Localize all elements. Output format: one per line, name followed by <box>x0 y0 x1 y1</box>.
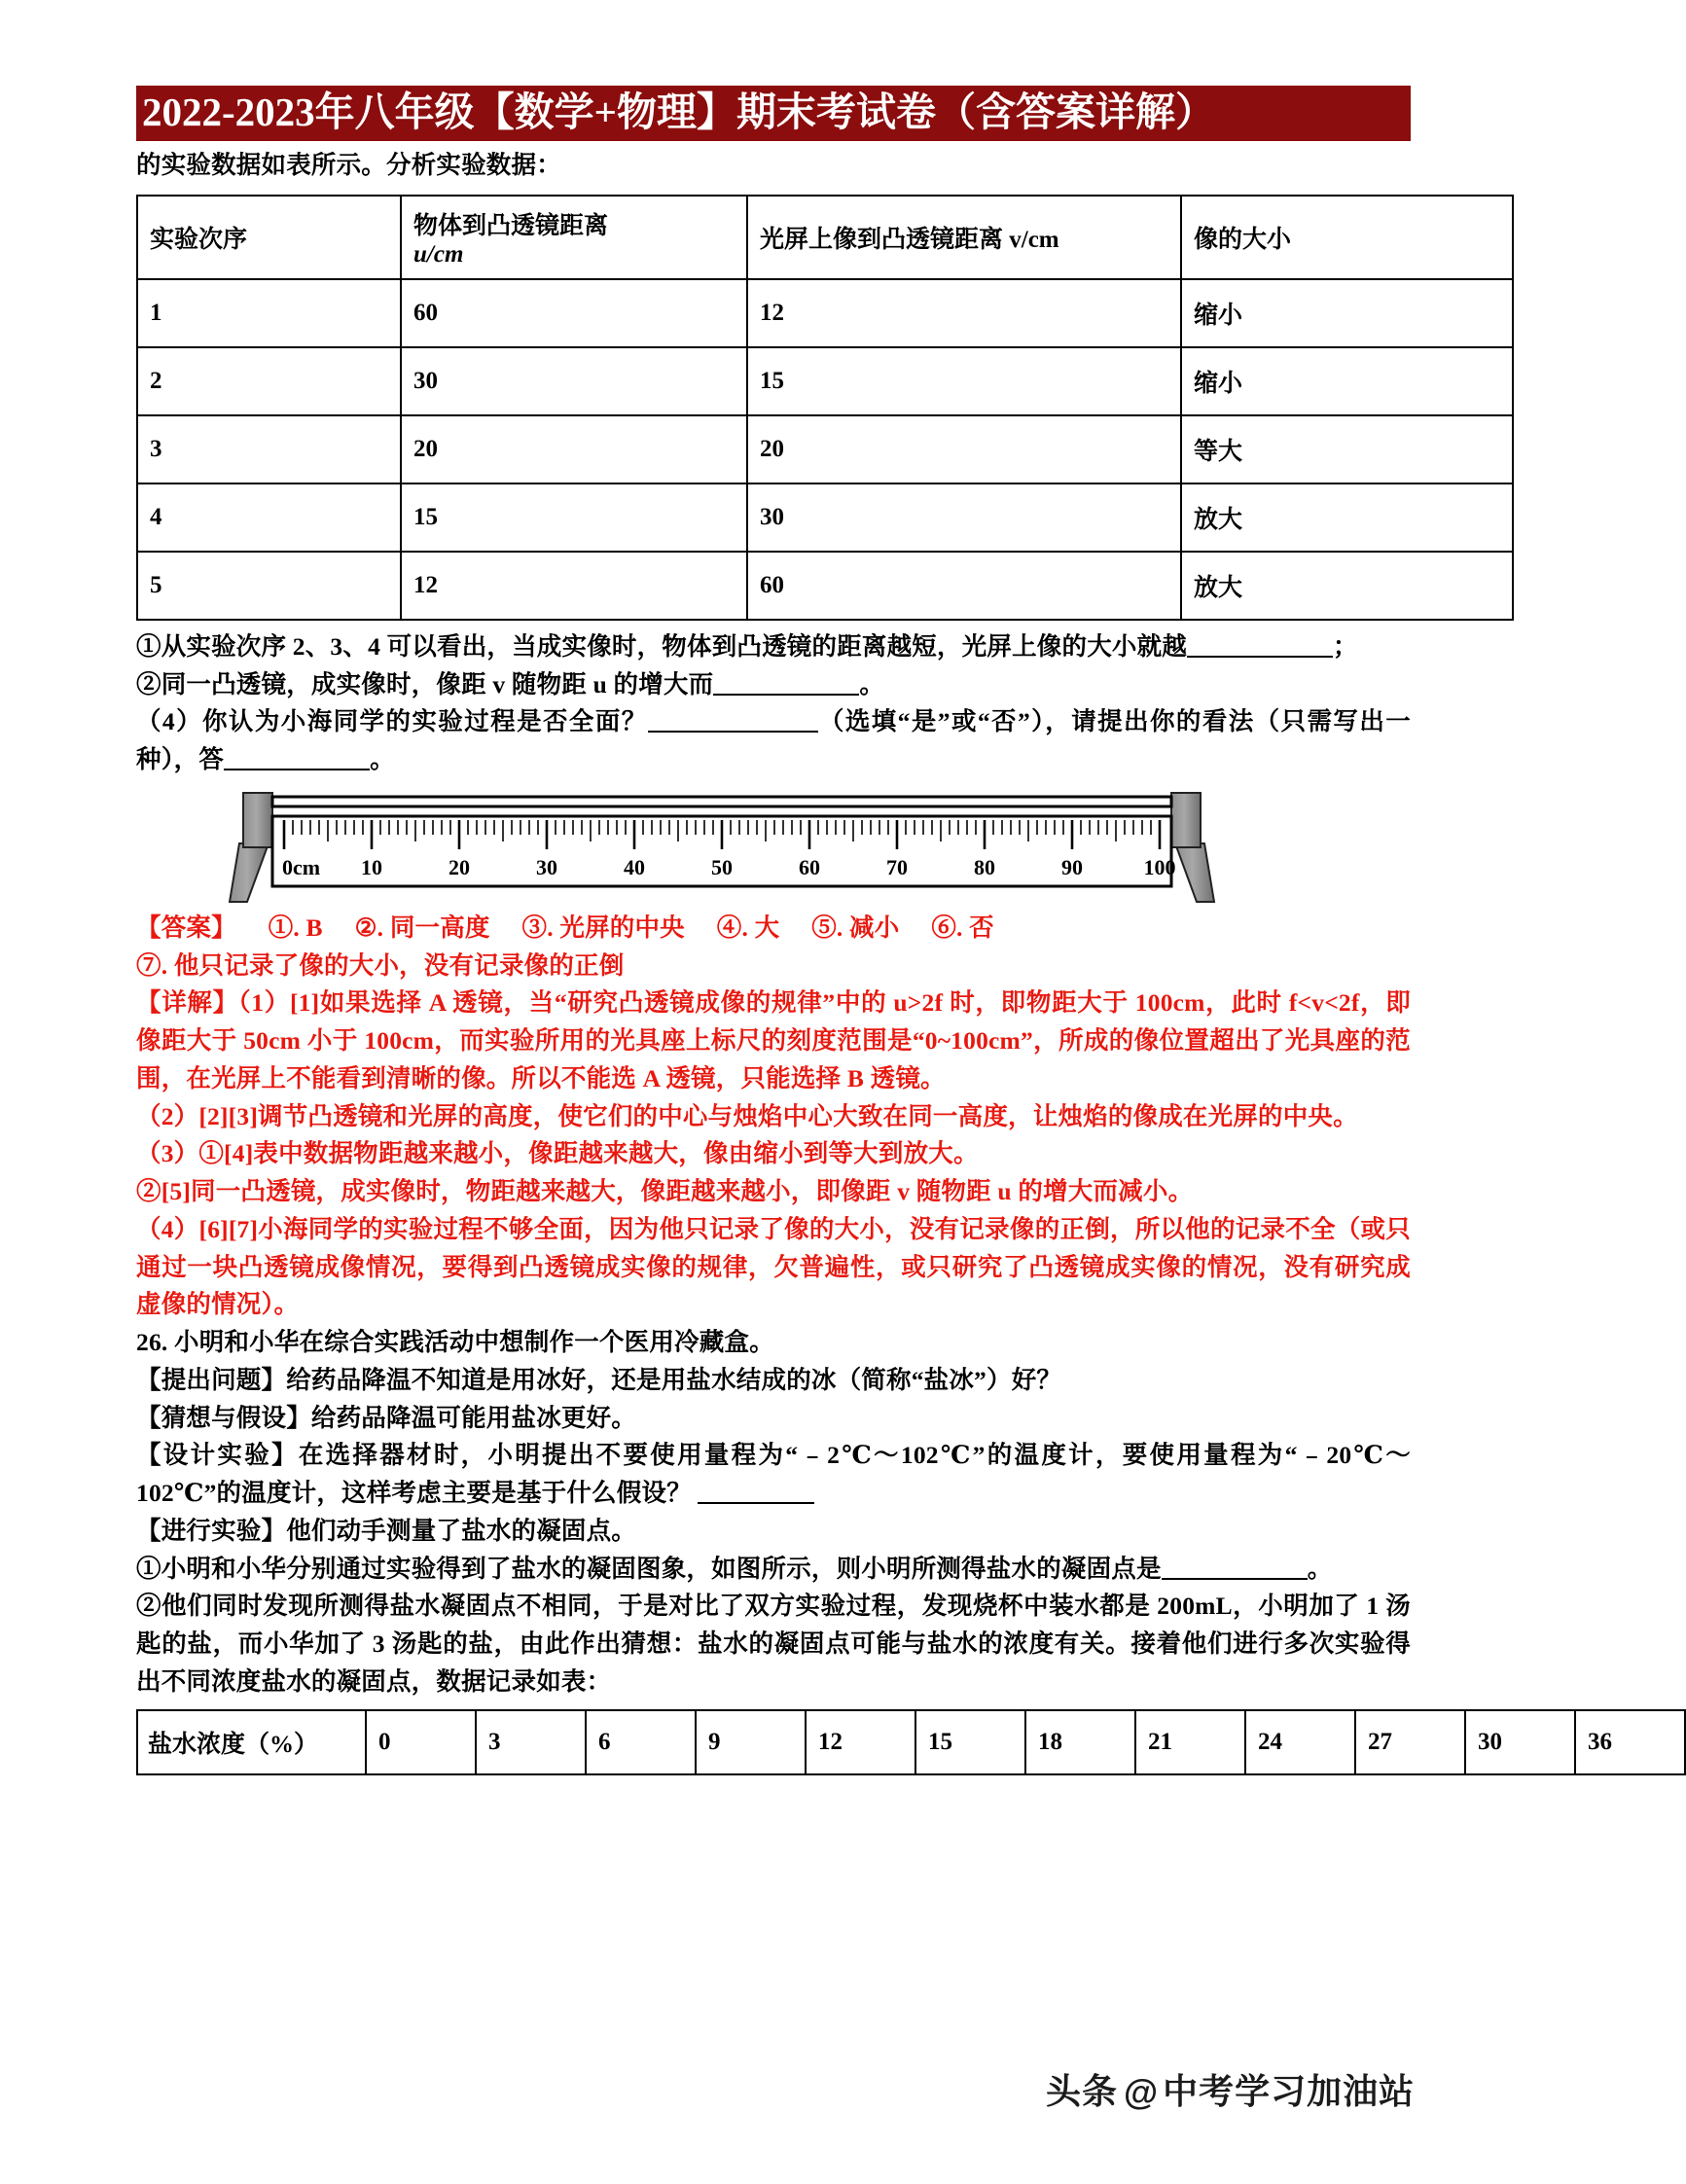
svg-text:30: 30 <box>536 854 557 879</box>
answer-blank[interactable] <box>224 769 370 770</box>
salt-value-cell: 36 <box>1575 1710 1685 1774</box>
answer-item-4: ④. 大 <box>716 913 780 942</box>
watermark-account: 中考学习加油站 <box>1163 2071 1416 2111</box>
answer-item-7: ⑦. 他只记录了像的大小，没有记录像的正倒 <box>136 950 625 980</box>
answer-blank[interactable] <box>1187 656 1333 658</box>
answer-blank[interactable] <box>648 731 818 733</box>
salt-value-cell: 3 <box>476 1710 586 1774</box>
bench-left-clamp <box>243 793 272 847</box>
cell-experiment-no: 3 <box>137 415 401 483</box>
sub-question-4-text-a: （4）你认为小海同学的实验过程是否全面？ <box>136 707 648 736</box>
intro-line: 的实验数据如表所示。分析实验数据： <box>136 151 561 180</box>
sub-question-2-text: ②同一凸透镜，成实像时，像距 v 随物距 u 的增大而 <box>136 669 714 698</box>
sub-question-4 <box>136 703 1411 779</box>
watermark <box>1046 2064 1415 2114</box>
cell-object-distance: 20 <box>401 415 747 483</box>
cell-image-distance: 30 <box>747 483 1181 552</box>
cell-experiment-no: 4 <box>137 483 401 552</box>
sub-question-4-tail: 。 <box>370 745 395 774</box>
cell-image-distance: 20 <box>747 415 1181 483</box>
cell-image-distance: 12 <box>747 279 1181 347</box>
salt-value-cell: 30 <box>1465 1710 1575 1774</box>
cell-image-size: 缩小 <box>1181 279 1513 347</box>
cell-experiment-no: 1 <box>137 279 401 347</box>
salt-value-cell: 12 <box>806 1710 915 1774</box>
answer-item-2: ②. 同一高度 <box>354 913 490 942</box>
svg-text:100: 100 <box>1143 854 1176 879</box>
cell-experiment-no: 2 <box>137 347 401 415</box>
salt-value-cell: 27 <box>1355 1710 1465 1774</box>
sub-question-1 <box>136 628 1411 666</box>
cell-image-size: 等大 <box>1181 415 1513 483</box>
salt-value-cell: 18 <box>1025 1710 1135 1774</box>
sub-question-4-text-b: （选填“是”或“否”），请提出你的看法（只需写出一种），答 <box>136 707 1411 774</box>
question-26-stem: 26. 小明和小华在综合实践活动中想制作一个医用冷藏盒。 <box>136 1328 774 1357</box>
sub-question-2 <box>136 666 1411 704</box>
explanation-paragraph-2: （2）[2][3]调节凸透镜和光屏的高度，使它们的中心与烛焰中心大致在同一高度，让烛焰的像成在光屏的中央。 <box>136 1101 1358 1130</box>
salt-value-cell: 15 <box>915 1710 1025 1774</box>
explanation-paragraph-1 <box>136 985 1411 1097</box>
table-row <box>137 415 1513 483</box>
cell-image-size: 放大 <box>1181 483 1513 552</box>
svg-text:20: 20 <box>448 854 470 879</box>
answer-line <box>136 910 1411 948</box>
salt-row-label: 盐水浓度（%） <box>137 1710 366 1774</box>
bench-right-leg <box>1175 843 1214 902</box>
table-row <box>137 483 1513 552</box>
cell-image-distance: 15 <box>747 347 1181 415</box>
svg-text:0cm: 0cm <box>282 854 321 879</box>
question-26-design <box>136 1437 1411 1513</box>
question-26-item-1 <box>136 1551 1411 1589</box>
svg-text:60: 60 <box>799 854 820 879</box>
cell-experiment-no: 5 <box>137 552 401 620</box>
cell-image-size: 放大 <box>1181 552 1513 620</box>
answer-item-6: ⑥. 否 <box>931 913 994 942</box>
table-row <box>137 552 1513 620</box>
watermark-prefix: 头条 <box>1046 2071 1119 2111</box>
page-content <box>136 86 1612 1775</box>
svg-text:90: 90 <box>1061 854 1083 879</box>
answer-blank[interactable] <box>698 1502 814 1504</box>
page-title: 2022-2023年八年级【数学+物理】期末考试卷（含答案详解） <box>136 86 1411 141</box>
answer-blank[interactable] <box>713 694 859 696</box>
at-icon: @ <box>1124 2072 1160 2112</box>
header-cell-image-distance: 光屏上像到凸透镜距离 v/cm <box>747 196 1181 279</box>
optical-bench-figure <box>136 787 1411 906</box>
header-object-distance-line2: u/cm <box>413 240 464 268</box>
question-26-hypothesis: 【猜想与假设】给药品降温可能用盐冰更好。 <box>136 1403 637 1432</box>
explanation-paragraph-4: ②[5]同一凸透镜，成实像时，物距越来越大，像距越来越小，即像距 v 随物距 u 的增大而减小。 <box>136 1177 1194 1206</box>
table-header-row <box>137 196 1513 279</box>
table-row <box>137 347 1513 415</box>
bench-right-clamp <box>1171 793 1201 847</box>
sub-question-1-tail: ； <box>1333 631 1358 661</box>
question-26-item-1-tail: 。 <box>1307 1554 1333 1583</box>
cell-object-distance: 12 <box>401 552 747 620</box>
answer-blank[interactable] <box>1162 1578 1308 1580</box>
header-object-distance-line1: 物体到凸透镜距离 <box>413 212 609 239</box>
salt-value-cell: 9 <box>696 1710 806 1774</box>
salt-concentration-table <box>136 1709 1686 1775</box>
question-26-item-1-text: ①小明和小华分别通过实验得到了盐水的凝固图象，如图所示，则小明所测得盐水的凝固点是 <box>136 1554 1162 1583</box>
explanation-paragraph-5: （4）[6][7]小海同学的实验过程不够全面，因为他只记录了像的大小，没有记录像的正倒，所以他的记录不全（或只通过一块凸透镜成像情况，要得到凸透镜成实像的规律，欠普遍性，或只研究了凸透镜成实像的情况，没有研究成虚像的情况）。 <box>136 1214 1411 1319</box>
table-row <box>137 1710 1685 1774</box>
answer-label: 【答案】 <box>136 913 236 942</box>
bench-left-leg <box>230 843 269 902</box>
salt-value-cell: 6 <box>586 1710 696 1774</box>
cell-image-distance: 60 <box>747 552 1181 620</box>
sub-question-1-text: ①从实验次序 2、3、4 可以看出，当成实像时，物体到凸透镜的距离越短，光屏上像的大小就越 <box>136 631 1188 661</box>
question-26-item-2: ②他们同时发现所测得盐水凝固点不相同，于是对比了双方实验过程，发现烧杯中装水都是 200mL，小明加了 1 汤匙的盐，而小华加了 3 汤匙的盐，由此作出猜想：盐水的凝固点可能与盐水的浓度有关。接着他们进行多次实验得出不同浓度盐水的凝固点，数据记录如表： <box>136 1592 1411 1696</box>
question-26-ask: 【提出问题】给药品降温不知道是用冰好，还是用盐水结成的冰（简称“盐冰”）好？ <box>136 1365 1062 1394</box>
salt-value-cell: 21 <box>1135 1710 1245 1774</box>
svg-text:80: 80 <box>974 854 995 879</box>
explanation-paragraph-3: （3）①[4]表中数据物距越来越小，像距越来越大，像由缩小到等大到放大。 <box>136 1139 979 1168</box>
salt-value-cell: 24 <box>1245 1710 1355 1774</box>
table-row <box>137 279 1513 347</box>
header-cell-experiment-no: 实验次序 <box>137 196 401 279</box>
salt-value-cell: 0 <box>366 1710 476 1774</box>
header-cell-image-size: 像的大小 <box>1181 196 1513 279</box>
explanation-text-1: （1）[1]如果选择 A 透镜，当“研究凸透镜成像的规律”中的 u>2f 时，即物距大于 100cm，此时 f<v<2f，即像距大于 50cm 小于 100cm，而实验所用的光具座上标尺的刻度范围是“0~100cm”，所成的像位置超出了光具座的范围，在光屏上不能看到清晰的像。所以不能选 A 透镜，只能选择 B 透镜。 <box>136 988 1411 1092</box>
cell-object-distance: 30 <box>401 347 747 415</box>
sub-question-2-tail: 。 <box>859 669 885 698</box>
svg-text:40: 40 <box>624 854 645 879</box>
answer-item-5: ⑤. 减小 <box>811 913 900 942</box>
answer-item-3: ③. 光屏的中央 <box>521 913 685 942</box>
svg-text:50: 50 <box>711 854 733 879</box>
cell-object-distance: 60 <box>401 279 747 347</box>
answer-item-1: ①. B <box>268 913 323 942</box>
question-26-design-text: 【设计实验】在选择器材时，小明提出不要使用量程为“﹣2℃～102℃”的温度计，要使用量程为“﹣20℃～102℃”的温度计，这样考虑主要是基于什么假设？ <box>136 1441 1411 1508</box>
bench-top-rail <box>272 797 1171 806</box>
question-26-do-experiment: 【进行实验】他们动手测量了盐水的凝固点。 <box>136 1516 637 1545</box>
ruler-diagram <box>226 787 1218 904</box>
explanation-label: 【详解】 <box>136 988 238 1018</box>
cell-object-distance: 15 <box>401 483 747 552</box>
lens-experiment-table <box>136 195 1514 621</box>
cell-image-size: 缩小 <box>1181 347 1513 415</box>
svg-text:70: 70 <box>886 854 908 879</box>
svg-text:10: 10 <box>361 854 382 879</box>
header-cell-object-distance <box>401 196 747 279</box>
